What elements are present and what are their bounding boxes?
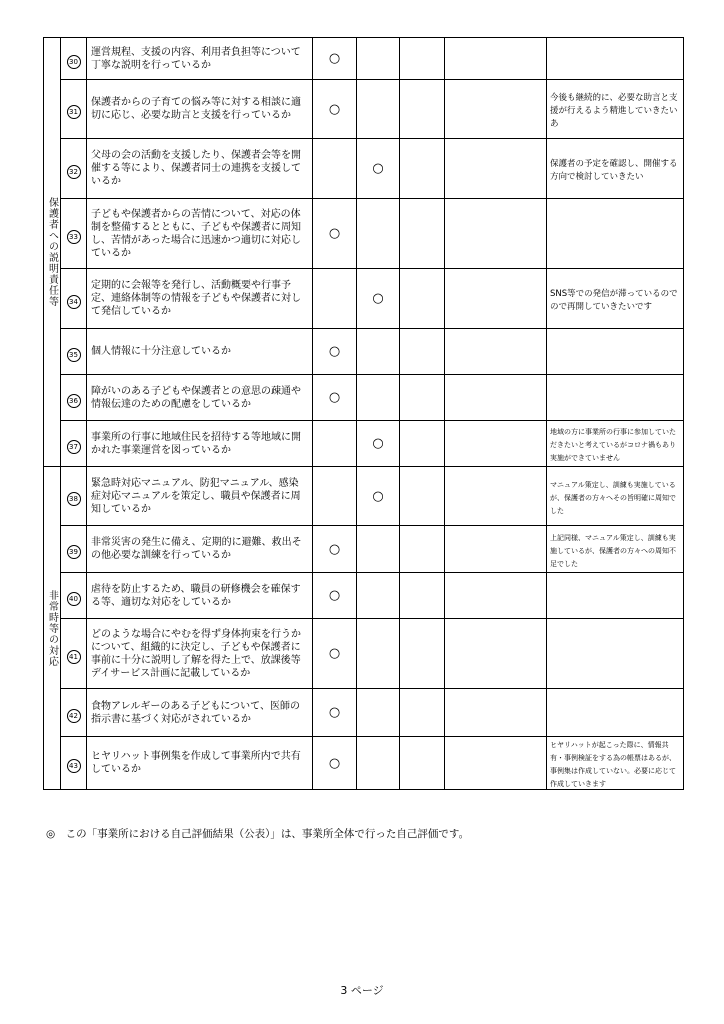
rating-col4: [445, 526, 547, 573]
rating-col2: ○: [357, 421, 400, 467]
rating-col2: [357, 375, 400, 421]
item-number: 35: [67, 348, 81, 362]
rating-col2: [357, 619, 400, 689]
rating-col4: [445, 38, 547, 80]
item-text: 虐待を防止するため、職員の研修機会を確保する等、適切な対応をしているか: [87, 573, 313, 619]
item-text: 緊急時対応マニュアル、防犯マニュアル、感染症対応マニュアルを策定し、職員や保護者に周知しているか: [87, 467, 313, 526]
remark-text: SNS等での発信が滞っているのでので再開していきたいです: [550, 288, 678, 312]
rating-col2: [357, 329, 400, 375]
rating-col3: [400, 573, 445, 619]
item-number: 31: [67, 105, 81, 119]
rating-col3: [400, 375, 445, 421]
remark-cell: [547, 80, 684, 139]
footnote: ◎ この「事業所における自己評価結果（公表）」は、事業所全体で行った自己評価です。: [46, 828, 470, 840]
rating-col3: [400, 689, 445, 737]
remark-text: 上記同様、マニュアル策定し、訓練も実施しているが、保護者の方々への周知不足でした: [550, 533, 676, 568]
item-number: 33: [67, 230, 81, 244]
remark-text: 今後も継続的に、必要な助言と支援が行えるよう精進していきたいあ: [550, 92, 678, 129]
item-text: ヒヤリハット事例集を作成して事業所内で共有しているか: [87, 737, 313, 790]
rating-col3: [400, 269, 445, 329]
rating-col4: [445, 80, 547, 139]
table-row: [44, 375, 684, 421]
rating-col4: [445, 139, 547, 199]
item-number: 37: [67, 440, 81, 454]
item-number: 42: [67, 709, 81, 723]
item-number: 43: [67, 759, 81, 773]
rating-col2: [357, 689, 400, 737]
remark-cell: [547, 737, 684, 790]
remark-cell: [547, 329, 684, 375]
category-label: 保護者への説明責任等: [46, 197, 58, 307]
item-text: 定期的に会報等を発行し、活動概要や行事予定、連絡体制等の情報を子どもや保護者に対して発信しているか: [87, 269, 313, 329]
table-row: [44, 199, 684, 269]
item-number-cell: [61, 269, 87, 329]
item-text: どのような場合にやむを得ず身体拘束を行うかについて、組織的に決定し、子どもや保護者に事前に十分に説明し了解を得た上で、放課後等デイサービス計画に記載しているか: [87, 619, 313, 689]
item-number-cell: [61, 139, 87, 199]
remark-cell: [547, 139, 684, 199]
rating-col4: [445, 329, 547, 375]
table-row: [44, 139, 684, 199]
table-row: [44, 573, 684, 619]
rating-col4: [445, 467, 547, 526]
item-text: 個人情報に十分注意しているか: [87, 329, 313, 375]
rating-col2: [357, 38, 400, 80]
rating-col2: [357, 526, 400, 573]
item-number: 39: [67, 545, 81, 559]
rating-col2: ○: [357, 139, 400, 199]
item-number-cell: [61, 526, 87, 573]
rating-col1: ○: [313, 619, 357, 689]
table-body: [44, 38, 684, 790]
item-number-cell: [61, 573, 87, 619]
rating-col3: [400, 329, 445, 375]
table-row: [44, 737, 684, 790]
rating-col4: [445, 421, 547, 467]
item-number: 41: [67, 650, 81, 664]
item-text: 子どもや保護者からの苦情について、対応の体制を整備するとともに、子どもや保護者に周知し、苦情があった場合に迅速かつ適切に対応しているか: [87, 199, 313, 269]
table-row: [44, 421, 684, 467]
item-number-cell: [61, 619, 87, 689]
table-row: [44, 467, 684, 526]
table-row: [44, 689, 684, 737]
item-number: 36: [67, 394, 81, 408]
rating-col4: [445, 573, 547, 619]
rating-col1: ○: [313, 375, 357, 421]
rating-col1: [313, 269, 357, 329]
rating-col3: [400, 421, 445, 467]
item-number-cell: [61, 689, 87, 737]
remark-text: 保護者の予定を確認し、開催する方向で検討していきたい: [550, 158, 678, 182]
rating-col2: [357, 737, 400, 790]
item-number: 30: [67, 55, 81, 69]
item-number-cell: [61, 375, 87, 421]
rating-col2: [357, 573, 400, 619]
item-number: 32: [67, 165, 81, 179]
item-number: 38: [67, 492, 81, 506]
remark-cell: [547, 467, 684, 526]
self-evaluation-table: [43, 37, 684, 790]
table-row: [44, 38, 684, 80]
remark-cell: [547, 689, 684, 737]
item-number-cell: [61, 329, 87, 375]
remark-text: マニュアル策定し、訓練も実施しているが、保護者の方々へその旨明確に周知でした: [550, 480, 676, 515]
table-row: [44, 329, 684, 375]
rating-col3: [400, 38, 445, 80]
rating-col1: [313, 139, 357, 199]
remark-cell: [547, 421, 684, 467]
rating-col1: ○: [313, 573, 357, 619]
rating-col1: ○: [313, 526, 357, 573]
rating-col1: ○: [313, 737, 357, 790]
rating-col3: [400, 526, 445, 573]
table-row: [44, 80, 684, 139]
remark-cell: [547, 199, 684, 269]
item-number-cell: [61, 38, 87, 80]
item-text: 非常災害の発生に備え、定期的に避難、救出その他必要な訓練を行っているか: [87, 526, 313, 573]
item-number-cell: [61, 199, 87, 269]
remark-cell: [547, 375, 684, 421]
table-row: [44, 269, 684, 329]
rating-col2: [357, 199, 400, 269]
item-text: 障がいのある子どもや保護者との意思の疎通や情報伝達のための配慮をしているか: [87, 375, 313, 421]
item-text: 父母の会の活動を支援したり、保護者会等を開催する等により、保護者同士の連携を支援しているか: [87, 139, 313, 199]
remark-cell: [547, 619, 684, 689]
item-text: 保護者からの子育ての悩み等に対する相談に適切に応じ、必要な助言と支援を行っているか: [87, 80, 313, 139]
table-row: [44, 619, 684, 689]
rating-col1: ○: [313, 329, 357, 375]
item-text: 事業所の行事に地域住民を招待する等地域に開かれた事業運営を図っているか: [87, 421, 313, 467]
rating-col3: [400, 80, 445, 139]
category-explanation: [44, 38, 61, 467]
category-label: 非常時等の対応: [46, 589, 58, 667]
item-number-cell: [61, 467, 87, 526]
rating-col2: ○: [357, 269, 400, 329]
rating-col3: [400, 619, 445, 689]
remark-cell: [547, 573, 684, 619]
rating-col3: [400, 199, 445, 269]
page-number: 3 ページ: [340, 984, 384, 997]
rating-col4: [445, 199, 547, 269]
rating-col4: [445, 269, 547, 329]
remark-cell: [547, 38, 684, 80]
item-number-cell: [61, 421, 87, 467]
rating-col4: [445, 375, 547, 421]
rating-col1: ○: [313, 80, 357, 139]
remark-text: ヒヤリハットが起こった際に、情報共有・事例検証をする為の帳票はあるが、事例集は作成していない。必要に応じて作成していきます: [550, 741, 676, 788]
rating-col3: [400, 737, 445, 790]
rating-col2: ○: [357, 467, 400, 526]
rating-col1: [313, 421, 357, 467]
remark-text: 地域の方に事業所の行事に参加していただきたいと考えているがコロナ禍もあり実施ができていません: [550, 428, 676, 462]
rating-col3: [400, 467, 445, 526]
table-row: [44, 526, 684, 573]
item-text: 食物アレルギーのある子どもについて、医師の指示書に基づく対応がされているか: [87, 689, 313, 737]
rating-col1: [313, 467, 357, 526]
rating-col4: [445, 619, 547, 689]
item-text: 運営規程、支援の内容、利用者負担等について丁寧な説明を行っているか: [87, 38, 313, 80]
rating-col1: ○: [313, 689, 357, 737]
rating-col2: [357, 80, 400, 139]
item-number: 40: [67, 592, 81, 606]
item-number-cell: [61, 737, 87, 790]
rating-col1: ○: [313, 199, 357, 269]
remark-cell: [547, 269, 684, 329]
remark-cell: [547, 526, 684, 573]
item-number: 34: [67, 295, 81, 309]
category-emergency: [44, 467, 61, 790]
item-number-cell: [61, 80, 87, 139]
rating-col4: [445, 737, 547, 790]
rating-col1: ○: [313, 38, 357, 80]
rating-col4: [445, 689, 547, 737]
rating-col3: [400, 139, 445, 199]
